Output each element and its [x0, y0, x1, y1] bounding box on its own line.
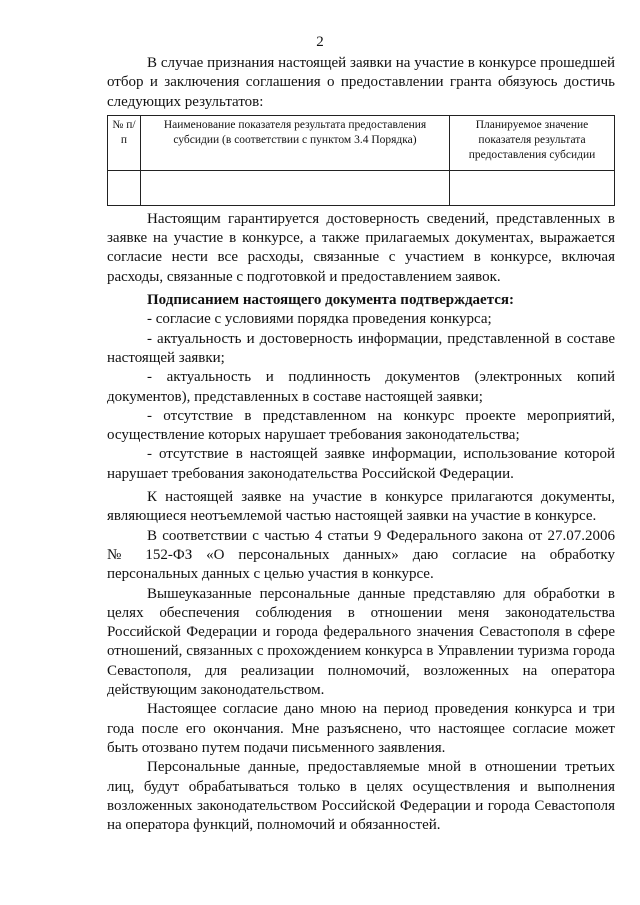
table-cell [141, 170, 450, 205]
third-party-paragraph: Персональные данные, предоставляемые мной в отношении третьих лиц, будут обрабатываться только в целях осуществления и выполнения возложенных законодательством Российской Федерации и города Севастополя на оператора функций, полномочий и обязанностей. [107, 759, 615, 834]
guarantee-paragraph: Настоящим гарантируется достоверность сведений, представленных в заявке на участие в конкурсе, а также прилагаемых документах, выражается согласие нести все расходы, связанные с участием в конкурсе, включая расходы, связанные с подготовкой и предоставлением заявок. [107, 210, 615, 285]
document-body [107, 54, 615, 835]
page-number: 2 [316, 34, 324, 50]
confirm-item: - актуальность и подлинность документов (электронных копий документов), представленных в составе настоящей заявки; [107, 369, 615, 405]
confirm-item: - согласие с условиями порядка проведения конкурса; [147, 311, 492, 328]
consent-period-paragraph: Настоящее согласие дано мною на период проведения конкурса и три года после его окончания. Мне разъяснено, что настоящее согласие может быть отозвано путем подачи письменного заявления. [107, 701, 615, 756]
attachments-paragraph: К настоящей заявке на участие в конкурсе прилагаются документы, являющиеся неотъемлемой частью настоящей заявки на участие в конкурсе. [107, 489, 615, 525]
header-number: № п/п [108, 115, 141, 170]
confirm-item: - отсутствие в представленном на конкурс проекте мероприятий, осуществление которых нарушает требования законодательства; [107, 407, 615, 444]
results-table [107, 115, 615, 206]
header-planned-value: Планируемое значение показателя результата предоставления субсидии [450, 115, 615, 170]
intro-paragraph: В случае признания настоящей заявки на участие в конкурсе прошедшей отбор и заключения соглашения о предоставлении гранта обязуюсь достичь следующих результатов: [107, 55, 615, 110]
table-cell [450, 170, 615, 205]
table-row [108, 170, 615, 205]
purpose-paragraph: Вышеуказанные персональные данные представляю для обработки в целях обеспечения соблюдения в отношении меня законодательства Российской Федерации и города федерального значения Севастополя в сфере отношений, связанных с прохождением конкурса в Управлении туризма города Севастополя, для реализации полномочий, возложенных на оператора действующим законодательством. [107, 585, 615, 699]
table-cell [108, 170, 141, 205]
consent-paragraph: В соответствии с частью 4 статьи 9 Федерального закона от 27.07.2006 № 152-ФЗ «О персональных данных» даю согласие на обработку персональных данных с целью участия в конкурсе. [107, 527, 615, 583]
confirm-item: - актуальность и достоверность информации, представленной в составе настоящей заявки; [107, 330, 615, 366]
confirm-item: - отсутствие в настоящей заявке информации, использование которой нарушает требования законодательства Российской Федерации. [107, 446, 615, 482]
table-header-row [108, 115, 615, 170]
confirm-heading: Подписанием настоящего документа подтверждается: [147, 292, 515, 309]
header-indicator-name: Наименование показателя результата предоставления субсидии (в соответствии с пунктом 3.4 Порядка) [141, 115, 450, 170]
